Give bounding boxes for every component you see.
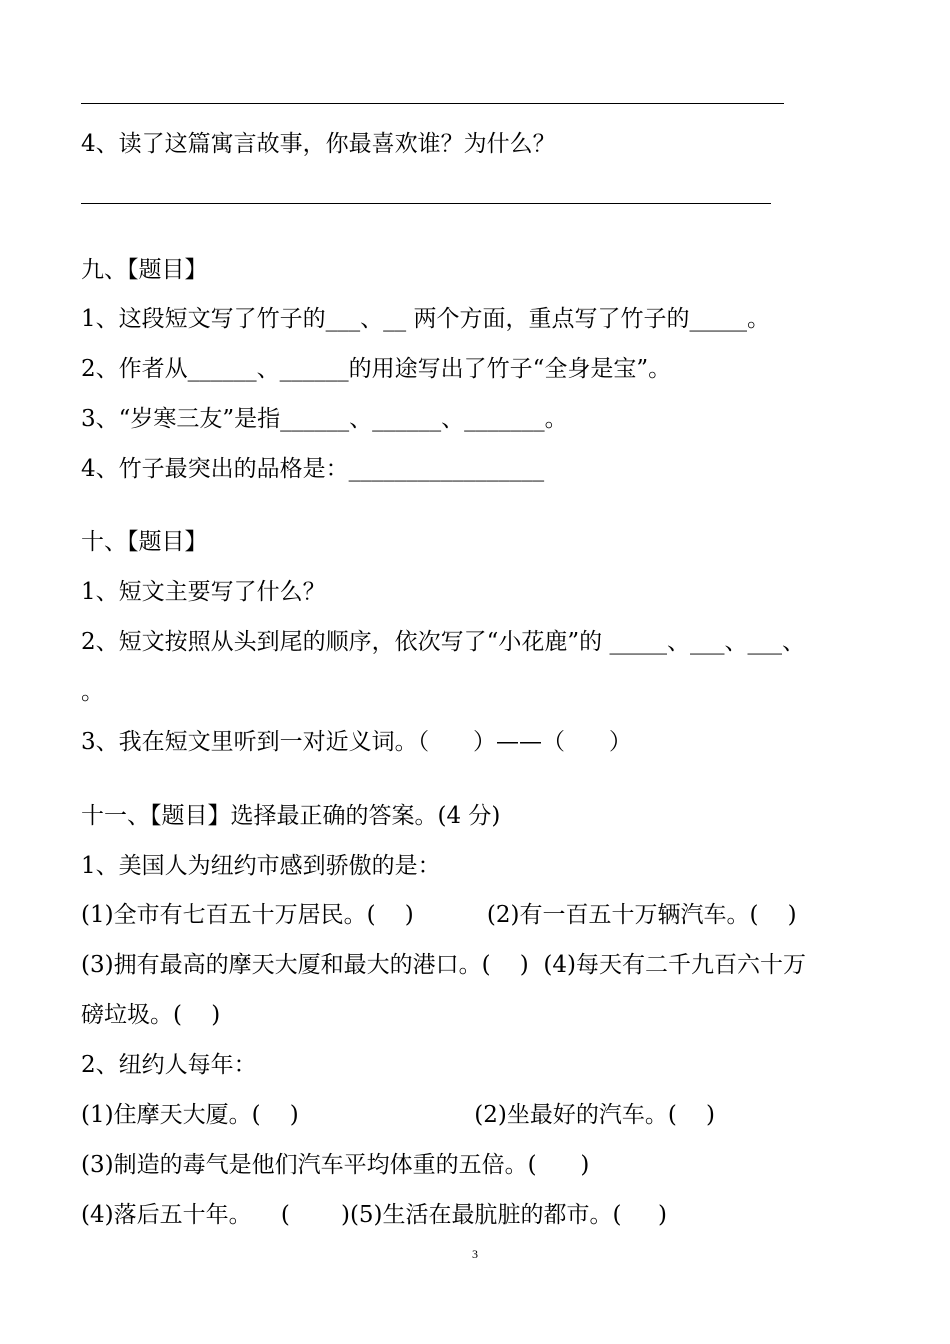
option-11-2-c: (4)落后五十年。 ( )(5)生活在最肮脏的都市。( )	[81, 1202, 668, 1228]
section-10-title: 十、【题目】	[81, 529, 208, 555]
option-11-1-b: (3)拥有最高的摩天大厦和最大的港口。( ) (4)每天有二千九百六十万	[81, 952, 806, 978]
question-11-1: 1、美国人为纽约市感到骄傲的是：	[81, 853, 441, 879]
question-10-3: 3、我在短文里听到一对近义词。（ ）——（ ）	[81, 729, 632, 755]
option-11-1-a: (1)全市有七百五十万居民。( ) (2)有一百五十万辆汽车。( )	[81, 902, 797, 928]
question-10-2: 2、短文按照从头到尾的顺序，依次写了“小花鹿”的 _____、___、___、	[81, 629, 805, 655]
question-10-1: 1、短文主要写了什么？	[81, 579, 326, 605]
question-8-4: 4、读了这篇寓言故事，你最喜欢谁？为什么？	[81, 131, 556, 157]
option-11-2-a: (1)住摩天大厦。( ) (2)坐最好的汽车。( )	[81, 1102, 716, 1128]
page-number: 3	[472, 1247, 478, 1261]
answer-line-2	[81, 203, 771, 204]
question-11-2: 2、纽约人每年：	[81, 1052, 257, 1078]
section-11-title: 十一、【题目】选择最正确的答案。(4 分)	[81, 803, 501, 829]
question-9-3: 3、“岁寒三友”是指______、______、_______。	[81, 406, 568, 432]
option-11-2-b: (3)制造的毒气是他们汽车平均体重的五倍。( )	[81, 1152, 590, 1178]
question-9-2: 2、作者从______、______的用途写出了竹子“全身是宝”。	[81, 356, 672, 382]
question-9-1: 1、这段短文写了竹子的___、__ 两个方面，重点写了竹子的_____。	[81, 306, 770, 332]
option-11-1-b-cont: 磅垃圾。( )	[81, 1002, 221, 1028]
section-9-title: 九、【题目】	[81, 257, 208, 283]
question-10-2-cont: 。	[81, 679, 104, 705]
question-9-4: 4、竹子最突出的品格是：_________________	[81, 456, 545, 482]
answer-line-1	[81, 103, 784, 104]
